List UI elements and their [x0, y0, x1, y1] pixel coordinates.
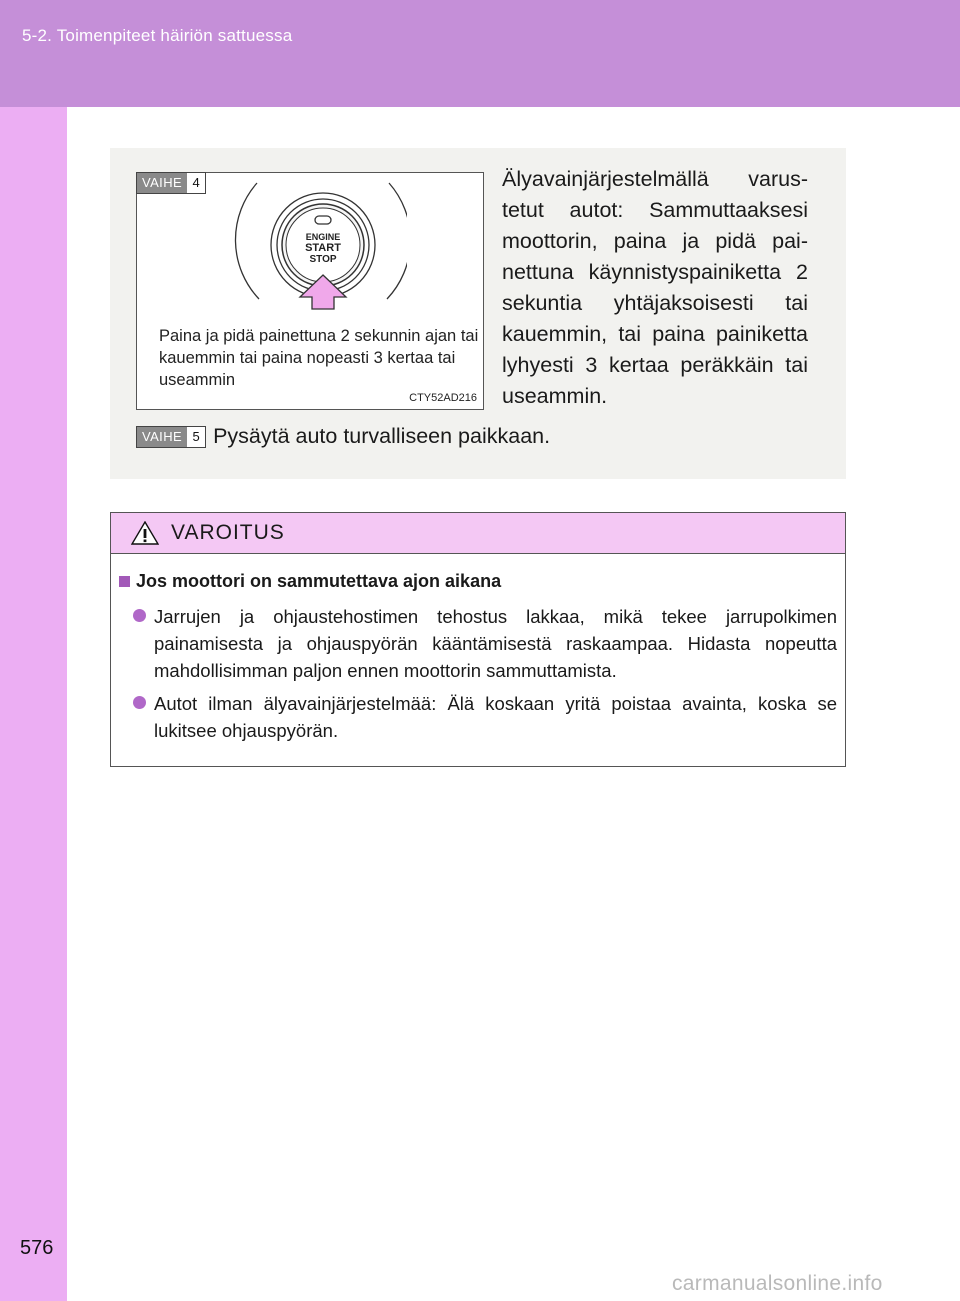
page-number: 576 — [20, 1237, 54, 1259]
square-bullet-icon — [119, 576, 130, 587]
warning-item — [133, 690, 837, 744]
page-header — [0, 0, 960, 107]
step-4-text: Älyavainjärjestelmällä varustetut autot: Sammuttaaksesi moottorin, paina ja pidä painettuna käynnistyspainiketta 2 sekuntia yhtäjaksoisesti tai kauemmin, tai paina painiketta lyhyesti 3 kertaa peräkkäin tai useammin. — [502, 167, 808, 408]
warning-item — [133, 603, 837, 684]
step-badge-number: 5 — [187, 427, 205, 447]
warning-triangle-icon — [131, 521, 159, 545]
procedure-panel — [110, 148, 846, 479]
warning-heading-text: Jos moottori on sammutettava ajon aikana — [136, 571, 502, 591]
step-5-badge — [136, 426, 206, 448]
step-badge-number: 4 — [187, 173, 205, 193]
warning-title: VAROITUS — [171, 521, 285, 544]
button-label-stop: STOP — [309, 254, 337, 265]
watermark: carmanualsonline.info — [672, 1272, 883, 1295]
figure-code: CTY52AD216 — [409, 392, 477, 404]
bullet-dot-icon — [133, 609, 146, 622]
step-badge-word: VAIHE — [137, 427, 187, 447]
button-label-start: START — [305, 242, 341, 254]
warning-item-text: Autot ilman älyavainjärjestelmää: Älä koskaan yritä poistaa avainta, koska se lukitsee ohjauspyörän. — [154, 693, 837, 741]
engine-start-stop-illustration — [217, 179, 407, 319]
warning-heading — [119, 571, 501, 592]
engine-button-figure — [136, 172, 484, 410]
step-4-badge — [136, 172, 206, 194]
figure-caption: Paina ja pidä painettuna 2 sekunnin ajan tai kauemmin tai paina nopeasti 3 kertaa tai useammin — [159, 327, 479, 389]
section-title: 5-2. Toimenpiteet häiriön sattuessa — [22, 26, 293, 45]
button-label-engine: ENGINE — [305, 232, 341, 242]
step-5-row — [136, 424, 550, 449]
bullet-dot-icon — [133, 696, 146, 709]
warning-item-text: Jarrujen ja ohjaustehostimen tehostus lakkaa, mikä tekee jarrupolkimen painamisesta ja ohjauspyörän kääntämisestä raskaampaa. Hidasta nopeutta mahdollisimman paljon ennen moottorin sammuttamista. — [154, 606, 837, 681]
side-band — [0, 107, 67, 1301]
warning-header — [111, 513, 845, 554]
step-badge-word: VAIHE — [137, 173, 187, 193]
step-5-text: Pysäytä auto turvalliseen paikkaan. — [213, 424, 551, 448]
warning-box — [110, 512, 846, 767]
